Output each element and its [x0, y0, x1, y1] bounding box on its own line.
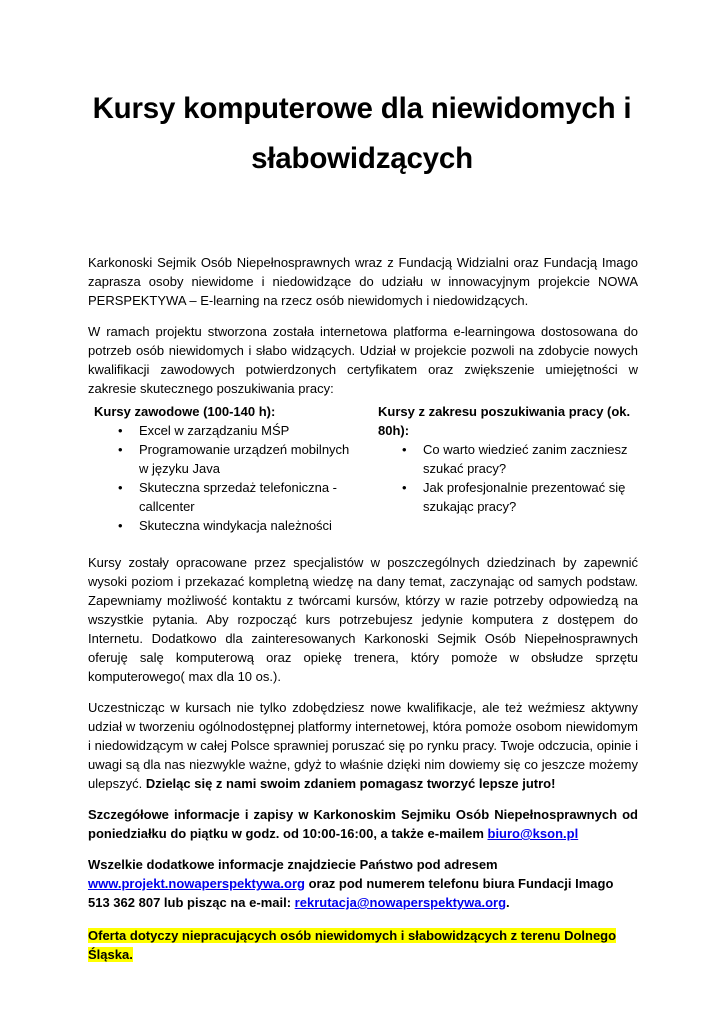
list-item: • Excel w zarządzaniu MŚP [139, 421, 354, 440]
page-title: Kursy komputerowe dla niewidomych i słabowidzących [92, 92, 632, 175]
list-item: • Programowanie urządzeń mobilnych w języku Java [139, 440, 354, 478]
jobsearch-courses-list [378, 440, 638, 516]
contact-paragraph [88, 855, 638, 912]
contact-line: Wszelkie dodatkowe informacje znajdziecie Państwo pod adresem [88, 857, 498, 872]
details-text: Szczegółowe informacje i zapisy w Karkonoskim Sejmiku Osób Niepełnosprawnych od poniedziałku do piątku w godz. od 10:00-16:00, a także e-mailem [88, 807, 638, 841]
professional-courses-list [94, 421, 354, 535]
recruitment-email-link[interactable]: rekrutacja@nowaperspektywa.org [294, 895, 507, 910]
courses-columns [88, 402, 638, 535]
contact-end: . [506, 895, 510, 910]
list-item: • Skuteczna windykacja należności [139, 516, 354, 535]
intro-paragraph: Karkonoski Sejmik Osób Niepełnosprawnych wraz z Fundacją Widzialni oraz Fundacją Imago zaprasza osoby niewidome i niedowidzące do udziału w innowacyjnym projekcie NOWA PERSPEKTYWA – E-learning na rzecz osób niewidomych i niedowidzących. [88, 255, 638, 308]
kson-email-link[interactable]: biuro@kson.pl [487, 826, 579, 841]
list-item: • Jak profesjonalnie prezentować się szukając pracy? [423, 478, 638, 516]
professional-courses-heading: Kursy zawodowe (100-140 h): [94, 404, 276, 419]
jobsearch-courses [368, 402, 638, 535]
details-paragraph [88, 805, 638, 843]
participation-slogan: Dzieląc się z nami swoim zdaniem pomagasz tworzyć lepsze jutro! [145, 776, 556, 791]
offer-paragraph [88, 926, 638, 964]
offer-highlight: Oferta dotyczy niepracujących osób niewidomych i słabowidzących z terenu Dolnego Śląska. [88, 928, 617, 962]
list-item: • Co warto wiedzieć zanim zaczniesz szukać pracy? [423, 440, 638, 478]
list-item: • Skuteczna sprzedaż telefoniczna - callcenter [139, 478, 354, 516]
participation-text: Uczestnicząc w kursach nie tylko zdobędziesz nowe kwalifikacje, ale też weźmiesz aktywny udział w tworzeniu ogólnodostępnej platformy internetowej, która pomoże osobom niewidomym i niedowidzącym w całej Polsce sprawniej poruszać się po rynku pracy. Twoje odczucia, opinie i uwagi są dla nas niezwykle ważne, gdyż to właśnie dzięki nim dowiemy się co jeszcze możemy ulepszyć. [88, 700, 638, 791]
participation-paragraph [88, 698, 638, 793]
platform-paragraph: W ramach projektu stworzona została internetowa platforma e-learningowa dostosowana do potrzeb osób niewidomych i słabo widzących. Udział w projekcie pozwoli na zdobycie nowych kwalifikacji zawodowych potwierdzonych certyfikatem oraz zwiększenie umiejętności w zakresie skutecznego poszukiwania pracy: [88, 324, 638, 396]
specialists-paragraph: Kursy zostały opracowane przez specjalistów w poszczególnych dziedzinach by zapewnić wysoki poziom i przekazać kompletną wiedzę na dany temat, zaczynając od samych podstaw. Zapewniamy możliwość kontaktu z twórcami kursów, którzy w razie potrzeby odpowiedzą na wszystkie pytania. Aby rozpocząć kurs potrzebujesz jedynie komputera z dostępem do Internetu. Dodatkowo dla zainteresowanych Karkonoski Sejmik Osób Niepełnosprawnych oferuję salę komputerową oraz opiekę trenera, który pomoże w obsłudze sprzętu komputerowego( max dla 10 os.). [88, 555, 638, 684]
jobsearch-courses-heading: Kursy z zakresu poszukiwania pracy (ok. 80h): [378, 404, 631, 438]
contact-phone-text: oraz pod numerem telefonu biura Fundacji Imago 513 362 807 lub pisząc na e-mail: [88, 876, 614, 910]
project-website-link[interactable]: www.projekt.nowaperspektywa.org [88, 876, 305, 891]
document-body [88, 253, 638, 976]
professional-courses [88, 402, 368, 535]
